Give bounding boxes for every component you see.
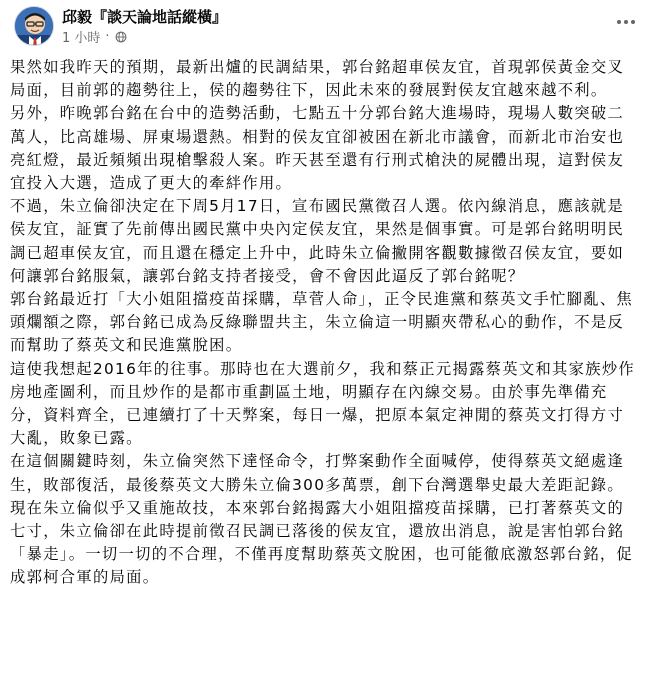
post-paragraph: 另外，昨晚郭台銘在台中的造勢活動，七點五十分郭台銘大進場時，現場人數突破二萬人，比高雄場、屏東場還熱。相對的侯友宜卻被困在新北市議會，而新北市治安也亮紅燈，最近頻頻出現槍擊殺人案。昨天甚至還有行刑式槍決的屍體出現，這對侯友宜投入大選，造成了更大的牽絆作用。 xyxy=(10,104,625,193)
post-paragraph: 不過，朱立倫卻決定在下周5月17日，宣布國民黨徵召人選。依內線消息，應該就是侯友宜，証實了先前傳出國民黨中央內定侯友宜，果然是個事實。可是郭台銘明明民調已超車侯友宜，而且還在穩定上升中，此時朱立倫撇開客觀數據徵召侯友宜，要如何讓郭台銘服氣，讓郭台銘支持者接受，會不會因此逼反了郭台銘呢？ xyxy=(10,197,625,285)
avatar[interactable] xyxy=(14,6,54,46)
post-body xyxy=(10,56,640,590)
cartoon-avatar-icon xyxy=(15,7,54,46)
post-header xyxy=(0,0,651,50)
post-author[interactable]: 邱毅『談天論地話縱橫』 xyxy=(62,8,228,26)
post-paragraph: 在這個關鍵時刻，朱立倫突然下達怪命令，打弊案動作全面喊停，使得蔡英文絕處逢生，敗部復活，最後蔡英文大勝朱立倫300多萬票，創下台灣選舉史最大差距記錄。 xyxy=(10,452,625,494)
post-timestamp[interactable]: 1 小時 xyxy=(62,31,101,46)
post-meta xyxy=(62,27,127,46)
meta-separator: · xyxy=(105,29,110,44)
post-paragraph: 郭台銘最近打「大小姐阻擋疫苗採購，草菅人命」，正令民進黨和蔡英文手忙腳亂、焦頭爛額之際，郭台銘已成為反綠聯盟共主，朱立倫這一明顯夾帶私心的動作，不是反而幫助了蔡英文和民進黨脫困。 xyxy=(10,290,634,355)
globe-icon[interactable] xyxy=(115,31,127,43)
post-paragraph: 這使我想起2016年的往事。那時也在大選前夕，我和蔡正元揭露蔡英文和其家族炒作房地產圖利，而且炒作的是都市重劃區土地，明顯存在內線交易。由於事先準備充分，資料齊全，已連續打了十天弊案，每日一爆，把原本氣定神閒的蔡英文打得方寸大亂，敗象已露。 xyxy=(10,359,636,448)
more-options-icon[interactable] xyxy=(612,12,640,32)
post-paragraph: 果然如我昨天的預期，最新出爐的民調結果，郭台銘超車侯友宜，首現郭侯黃金交叉局面，目前郭的趨勢往上，侯的趨勢往下，因此未來的發展對侯友宜越來越不利。 xyxy=(10,58,625,100)
post-paragraph: 現在朱立倫似乎又重施故技，本來郭台銘揭露大小姐阻擋疫苗採購，已打著蔡英文的七寸，朱立倫卻在此時提前徵召民調已落後的侯友宜，還放出消息，說是害怕郭台銘「暴走」。一切一切的不合理，不僅再度幫助蔡英文脫困，也可能徹底激怒郭台銘，促成郭柯合軍的局面。 xyxy=(10,498,634,587)
